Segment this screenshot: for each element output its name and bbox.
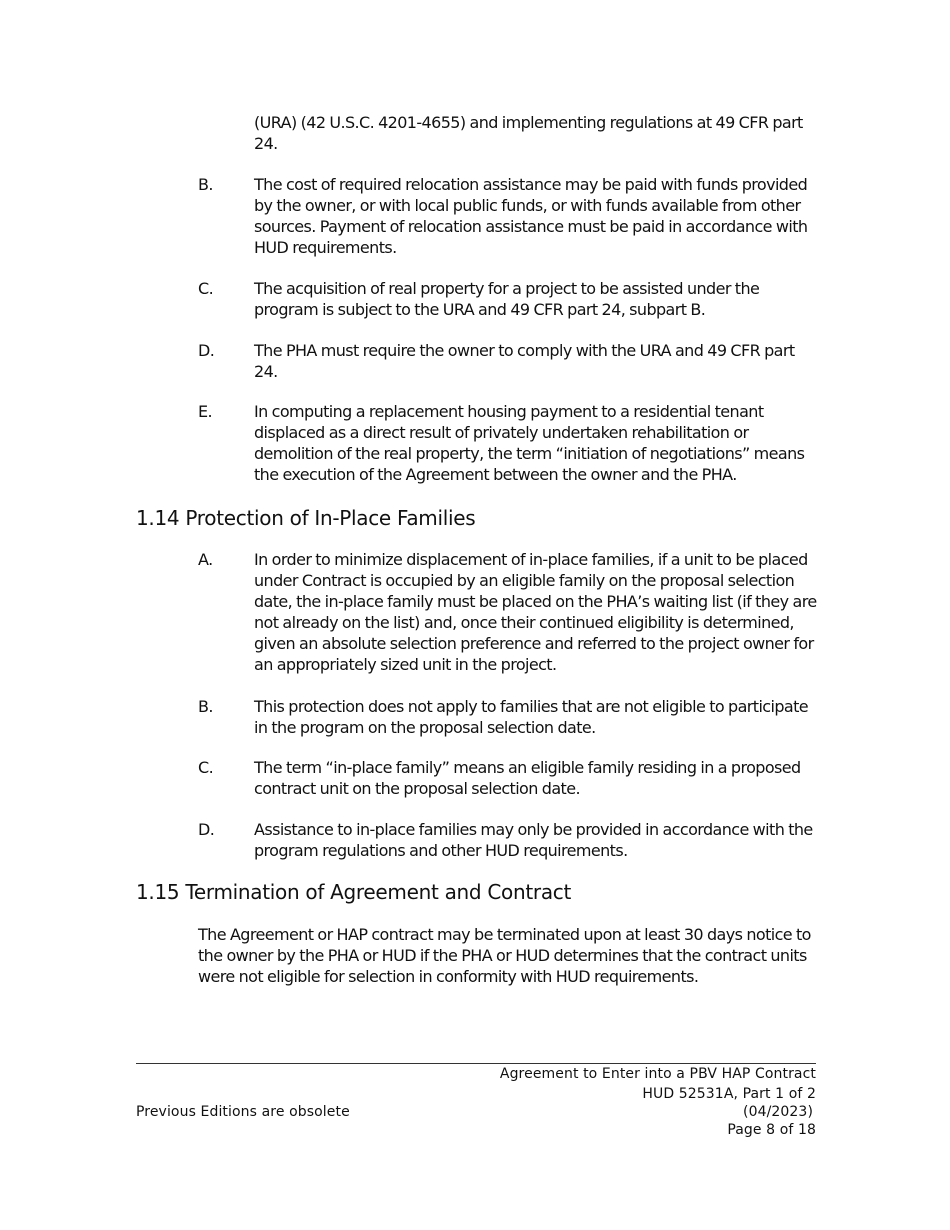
footer-form-number: HUD 52531A, Part 1 of 2 [642,1086,816,1102]
list-item [198,340,818,382]
list-item [198,401,818,485]
footer-obsolete-note: Previous Editions are obsolete [136,1104,350,1120]
item-label: B. [198,175,213,194]
item-text: This protection does not apply to families that are not eligible to participate in the program on the proposal selection date. [254,697,809,737]
item-text: In computing a replacement housing payment to a residential tenant displaced as a direct result of privately undertaken rehabilitation or demolition of the real property, the term “initiation of negotiations” means the execution of the Agreement between the owner and the PHA. [254,402,805,484]
item-label: D. [198,341,215,360]
item-text: The PHA must require the owner to comply with the URA and 49 CFR part 24. [254,341,795,381]
list-item [198,549,818,675]
item-label: B. [198,697,213,716]
item-text: The cost of required relocation assistance may be paid with funds provided by the owner, or with local public funds, or with funds available from other sources. Payment of relocation assistance must be paid in accordance with HUD requirements. [254,175,808,257]
item-label: A. [198,550,213,569]
list-item [198,696,818,738]
item-text: In order to minimize displacement of in-place families, if a unit to be placed under Contract is occupied by an eligible family on the proposal selection date, the in-place family must be placed on the PHA’s waiting list (if they are not already on the list) and, once their continued eligibility is determined, given an absolute selection preference and referred to the project owner for an appropriately sized unit in the project. [254,550,817,674]
list-item [198,757,818,799]
list-item [198,819,818,861]
footer-divider [136,1063,816,1064]
list-item [198,278,818,320]
item-text: The term “in-place family” means an eligible family residing in a proposed contract unit on the proposal selection date. [254,758,801,798]
item-label: C. [198,758,214,777]
item-label: D. [198,820,215,839]
footer-page-number: Page 8 of 18 [727,1122,816,1138]
footer-date: (04/2023) [743,1104,813,1120]
item-label: C. [198,279,214,298]
footer-doc-title: Agreement to Enter into a PBV HAP Contract [499,1066,816,1082]
section-heading: 1.14 Protection of In-Place Families [136,506,476,530]
item-text: The acquisition of real property for a project to be assisted under the program is subject to the URA and 49 CFR part 24, subpart B. [254,279,760,319]
list-item [198,174,818,258]
section-paragraph: The Agreement or HAP contract may be terminated upon at least 30 days notice to the owner by the PHA or HUD if the PHA or HUD determines that the contract units were not eligible for selection in conformity with HUD requirements. [198,925,811,986]
item-text: Assistance to in-place families may only be provided in accordance with the program regulations and other HUD requirements. [254,820,813,860]
continuation-text: (URA) (42 U.S.C. 4201-4655) and implementing regulations at 49 CFR part 24. [254,113,803,153]
item-label: E. [198,402,212,421]
section-heading: 1.15 Termination of Agreement and Contract [136,880,572,904]
